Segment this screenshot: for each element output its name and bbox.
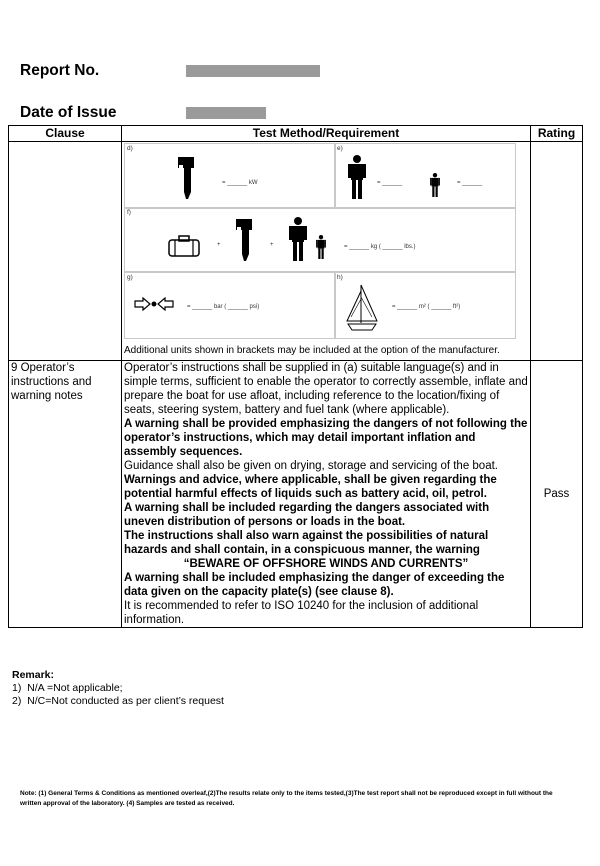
footer-note: Note: (1) General Terms & Conditions as mentioned overleaf,(2)The results relate only to the items tested,(3)The test report shall not be reproduced except in full without the written approval of the laboratory. (4) Samples are tested as received. <box>20 790 553 807</box>
outboard-motor-icon <box>176 157 196 199</box>
remark-item-2: 2) N/C=Not conducted as per client’s request <box>12 695 224 707</box>
panel-f-plus-1: + <box>217 242 221 248</box>
rating-cell-empty <box>531 142 583 361</box>
panel-h-area-equation: = ______ m² ( ______ ft²) <box>392 304 461 310</box>
requirements-table <box>8 125 583 628</box>
report-no-label: Report No. <box>20 62 100 79</box>
clause-9-requirement-cell <box>122 361 531 628</box>
pressure-arrows-icon <box>134 297 174 311</box>
panel-d-kw-equation: = ______ kW <box>222 180 258 186</box>
outboard-motor-weight-icon <box>234 219 254 261</box>
requirement-paragraph-5: A warning shall be included regarding the dangers associated with uneven distribution of persons or loads in the boat. <box>124 502 490 528</box>
sailboat-icon <box>344 283 380 333</box>
requirement-paragraph-4: Warnings and advice, where applicable, shall be given regarding the potential harmful effects of liquids such as battery acid, oil, petrol. <box>124 474 497 500</box>
additional-units-note: Additional units shown in brackets may be included at the option of the manufacturer. <box>124 345 500 356</box>
panel-g-pressure-equation: = ______ bar ( ______ psi) <box>187 304 260 310</box>
clause-cell-empty <box>9 142 122 361</box>
requirement-paragraph-6: The instructions shall also warn against the possibilities of natural hazards and shall contain, in a conspicuous manner, the warning <box>124 530 489 556</box>
column-header-clause: Clause <box>9 126 122 142</box>
table-header-row <box>9 126 583 142</box>
table-row-figures <box>9 142 583 361</box>
panel-e-child-equation: = ______ <box>457 180 483 186</box>
panel-f-label: f) <box>127 209 131 216</box>
rating-cell-pass: Pass <box>531 361 583 628</box>
child-person-icon <box>430 173 440 197</box>
figure-cell <box>122 142 531 361</box>
adult-person-load-icon <box>289 217 307 261</box>
requirement-paragraph-1: Operator’s instructions shall be supplied in (a) suitable language(s) and in simple terms, sufficient to enable the operator to correctly assemble, inflate and prepare the boat for use afloat, including reference to the location/fixing of seats, steering system, battery and fuel tank (where applicable). <box>124 362 528 416</box>
panel-d-label: d) <box>127 145 133 152</box>
date-of-issue-label: Date of Issue <box>20 104 117 121</box>
requirement-paragraph-3: Guidance shall also be given on drying, storage and servicing of the boat. <box>124 460 498 472</box>
remark-item-1: 1) N/A =Not applicable; <box>12 682 123 694</box>
child-person-load-icon <box>316 235 326 259</box>
panel-g-label: g) <box>127 274 133 281</box>
panel-f-weight-equation: = ______ kg ( ______ lbs.) <box>344 244 416 250</box>
luggage-icon <box>168 235 200 257</box>
requirement-paragraph-8: A warning shall be included emphasizing the danger of exceeding the data given on the capacity plate(s) (see clause 8). <box>124 572 505 598</box>
redacted-report-number <box>186 65 320 77</box>
redacted-issue-date <box>186 107 266 119</box>
clause-9-cell: 9 Operator’s instructions and warning notes <box>9 361 122 628</box>
requirement-paragraph-2: A warning shall be provided emphasizing the dangers of not following the operator’s instructions, which may detail important inflation and assembly sequences. <box>124 418 528 458</box>
adult-person-icon <box>348 155 366 199</box>
capacity-plate-symbols <box>124 143 528 343</box>
panel-h-label: h) <box>337 274 343 281</box>
column-header-rating: Rating <box>531 126 583 142</box>
warning-offshore-winds: “BEWARE OF OFFSHORE WINDS AND CURRENTS” <box>183 558 469 570</box>
panel-d <box>124 143 336 209</box>
table-row-clause-9 <box>9 361 583 628</box>
panel-e-adult-equation: = ______ <box>377 180 403 186</box>
remark-section <box>12 669 224 708</box>
remark-title: Remark: <box>12 669 55 681</box>
panel-e-label: e) <box>337 145 343 152</box>
column-header-test-method: Test Method/Requirement <box>122 126 531 142</box>
requirement-paragraph-9: It is recommended to refer to ISO 10240 for the inclusion of additional information. <box>124 600 479 626</box>
panel-f-plus-2: + <box>270 242 274 248</box>
